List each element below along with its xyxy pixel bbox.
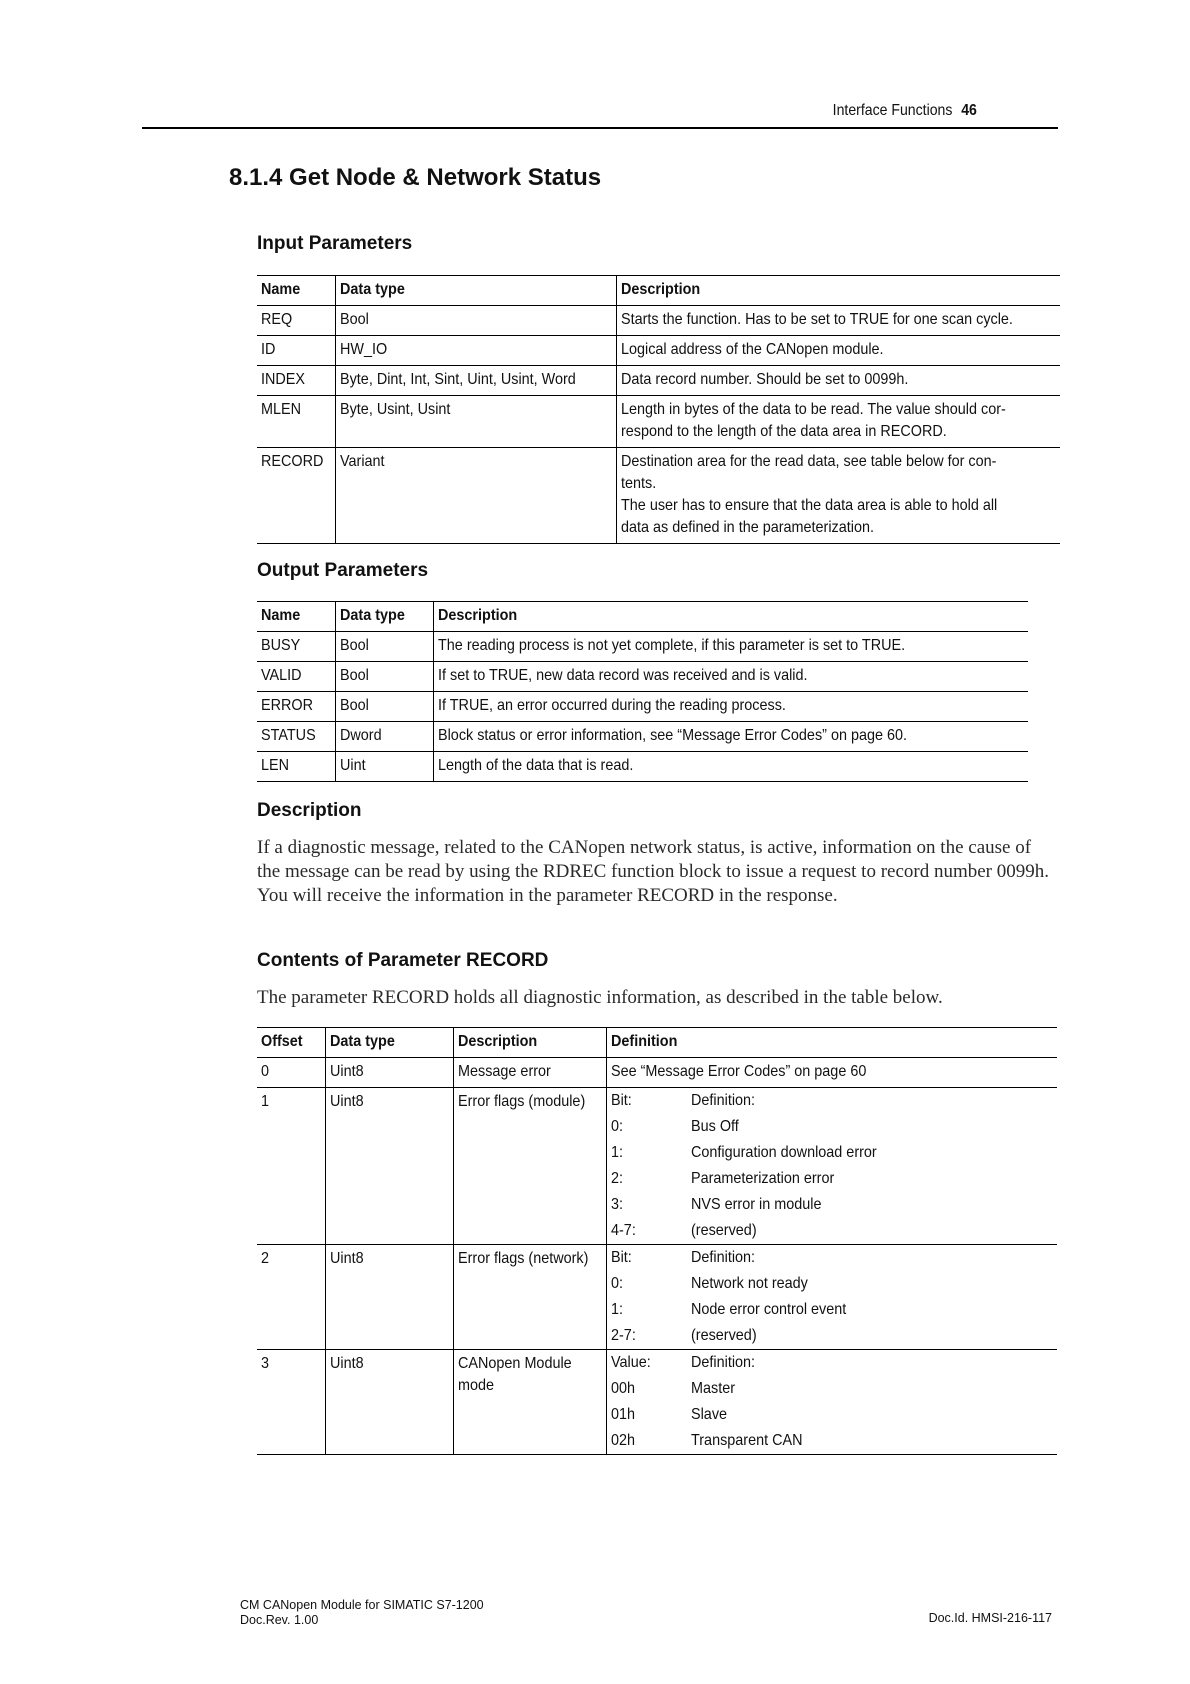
record-offset-text: 1 bbox=[261, 1093, 270, 1110]
record-desc-line bbox=[458, 1375, 603, 1397]
definition-key bbox=[607, 1428, 691, 1454]
param-desc-line bbox=[621, 495, 1056, 517]
col-header bbox=[257, 276, 335, 306]
col-header bbox=[335, 276, 616, 306]
footer-doc-rev: Doc.Rev. 1.00 bbox=[240, 1613, 319, 1627]
param-desc-line bbox=[621, 451, 1056, 473]
definition-value bbox=[691, 1140, 1057, 1166]
record-type-text: Uint8 bbox=[329, 1250, 364, 1267]
record-definition bbox=[607, 1088, 1057, 1245]
definition-value bbox=[691, 1166, 1057, 1192]
definition-value bbox=[691, 1402, 1057, 1428]
definition-key-text: 02h bbox=[611, 1432, 636, 1449]
param-type bbox=[335, 632, 433, 662]
param-desc-text: Data record number. Should be set to 0099h. bbox=[620, 371, 908, 388]
param-name bbox=[257, 448, 335, 544]
col-header-text: Data type bbox=[339, 281, 405, 298]
definition-value-text: (reserved) bbox=[691, 1222, 758, 1239]
record-desc-line bbox=[458, 1061, 603, 1083]
record-type bbox=[325, 1350, 453, 1455]
param-name bbox=[257, 396, 335, 448]
definition-entry bbox=[607, 1297, 1057, 1323]
param-type-text: Variant bbox=[339, 453, 385, 470]
definition-key bbox=[607, 1218, 691, 1244]
output-parameters-table bbox=[257, 601, 1028, 782]
record-offset-text: 2 bbox=[261, 1250, 270, 1267]
param-name-text: VALID bbox=[261, 667, 302, 684]
record-type-text: Uint8 bbox=[329, 1355, 364, 1372]
param-type bbox=[335, 722, 433, 752]
table-header-row bbox=[257, 1028, 1057, 1058]
param-type-text: Bool bbox=[339, 311, 369, 328]
col-header bbox=[325, 1028, 453, 1058]
param-desc-line bbox=[621, 421, 1056, 443]
param-name-text: STATUS bbox=[261, 727, 316, 744]
param-desc bbox=[616, 336, 1060, 366]
table-row bbox=[257, 1058, 1057, 1088]
param-name-text: ERROR bbox=[261, 697, 314, 714]
header-section: Interface Functions bbox=[832, 102, 953, 119]
definition-value bbox=[691, 1428, 1057, 1454]
table-header-row bbox=[257, 602, 1028, 632]
definition-key-text: 4-7: bbox=[611, 1222, 637, 1239]
record-offset bbox=[257, 1350, 325, 1455]
definition-key bbox=[607, 1114, 691, 1140]
record-offset-text: 0 bbox=[261, 1063, 270, 1080]
definition-key bbox=[607, 1088, 691, 1114]
definition-key bbox=[607, 1140, 691, 1166]
definition-key-text: 01h bbox=[611, 1406, 636, 1423]
table-row bbox=[257, 1350, 1057, 1455]
definition-value bbox=[691, 1376, 1057, 1402]
param-name bbox=[257, 692, 335, 722]
param-name bbox=[257, 366, 335, 396]
param-type bbox=[335, 306, 616, 336]
table-row bbox=[257, 448, 1060, 544]
definition-value bbox=[691, 1271, 1057, 1297]
param-desc-text: If set to TRUE, new data record was received and is valid. bbox=[437, 667, 808, 684]
record-type bbox=[325, 1245, 453, 1350]
param-name-text: MLEN bbox=[261, 401, 302, 418]
description-heading: Description bbox=[257, 800, 362, 821]
definition-entry bbox=[607, 1376, 1057, 1402]
col-header bbox=[607, 1028, 1057, 1058]
param-desc-line bbox=[621, 473, 1056, 495]
record-desc bbox=[453, 1088, 607, 1245]
table-row bbox=[257, 306, 1060, 336]
input-parameters-table bbox=[257, 275, 1060, 544]
param-name bbox=[257, 662, 335, 692]
section-title: 8.1.4 Get Node & Network Status bbox=[229, 164, 602, 191]
description-line: You will receive the information in the parameter RECORD in the response. bbox=[257, 885, 838, 906]
col-header-text: Name bbox=[261, 607, 301, 624]
param-type bbox=[335, 448, 616, 544]
definition-value-text: Slave bbox=[691, 1406, 728, 1423]
definition-entry bbox=[607, 1166, 1057, 1192]
param-desc bbox=[433, 662, 1028, 692]
record-desc-text: Error flags (module) bbox=[457, 1093, 585, 1110]
definition-key bbox=[607, 1402, 691, 1428]
record-contents-table bbox=[257, 1027, 1057, 1455]
definition-key-text: Bit: bbox=[611, 1092, 633, 1109]
col-header bbox=[335, 602, 433, 632]
col-header-text: Definition bbox=[611, 1033, 678, 1050]
definition-entry bbox=[607, 1088, 1057, 1114]
param-desc bbox=[433, 752, 1028, 782]
record-desc-text: Error flags (network) bbox=[457, 1250, 588, 1267]
running-header bbox=[833, 102, 977, 120]
definition-key-text: Bit: bbox=[611, 1249, 633, 1266]
param-name bbox=[257, 722, 335, 752]
param-type bbox=[335, 752, 433, 782]
record-type-text: Uint8 bbox=[329, 1093, 364, 1110]
definition-key-text: 0: bbox=[611, 1118, 624, 1135]
param-desc-text: Logical address of the CANopen module. bbox=[620, 341, 884, 358]
record-desc bbox=[453, 1058, 607, 1088]
definition-key bbox=[607, 1297, 691, 1323]
definition-entry bbox=[607, 1402, 1057, 1428]
table-row bbox=[257, 396, 1060, 448]
param-desc-text: The reading process is not yet complete, if this parameter is set to TRUE. bbox=[437, 637, 905, 654]
table-row bbox=[257, 366, 1060, 396]
definition-value bbox=[691, 1192, 1057, 1218]
param-type-text: Uint bbox=[339, 757, 366, 774]
record-desc-line bbox=[458, 1091, 603, 1113]
param-name-text: BUSY bbox=[261, 637, 301, 654]
record-offset bbox=[257, 1088, 325, 1245]
param-name bbox=[257, 306, 335, 336]
param-desc bbox=[433, 632, 1028, 662]
record-offset-text: 3 bbox=[261, 1355, 270, 1372]
table-row bbox=[257, 1245, 1057, 1350]
record-desc-line bbox=[458, 1248, 603, 1270]
definition-value bbox=[691, 1323, 1057, 1349]
definition-value-text: Parameterization error bbox=[691, 1170, 835, 1187]
table-row bbox=[257, 692, 1028, 722]
param-desc-text: Length of the data that is read. bbox=[437, 757, 633, 774]
param-type bbox=[335, 396, 616, 448]
definition-value-text: Configuration download error bbox=[691, 1144, 878, 1161]
definition-key-text: Value: bbox=[611, 1354, 652, 1371]
record-definition bbox=[607, 1245, 1057, 1350]
param-name bbox=[257, 336, 335, 366]
param-name-text: ID bbox=[261, 341, 276, 358]
param-desc-text: If TRUE, an error occurred during the reading process. bbox=[437, 697, 786, 714]
col-header bbox=[616, 276, 1060, 306]
definition-value-text: Definition: bbox=[691, 1249, 756, 1266]
record-desc bbox=[453, 1245, 607, 1350]
definition-key bbox=[607, 1192, 691, 1218]
col-header bbox=[257, 1028, 325, 1058]
definition-value-text: Master bbox=[691, 1380, 736, 1397]
record-desc-line bbox=[458, 1353, 603, 1375]
definition-key-text: 0: bbox=[611, 1275, 624, 1292]
col-header-text: Description bbox=[620, 281, 700, 298]
definition-key bbox=[607, 1376, 691, 1402]
param-name-text: REQ bbox=[261, 311, 293, 328]
definition-value bbox=[691, 1088, 1057, 1114]
param-type bbox=[335, 366, 616, 396]
definition-value-text: Definition: bbox=[691, 1092, 756, 1109]
record-definition-text: See “Message Error Codes” on page 60 bbox=[611, 1063, 867, 1080]
definition-entry bbox=[607, 1428, 1057, 1454]
table-row bbox=[257, 752, 1028, 782]
table-row bbox=[257, 1088, 1057, 1245]
param-desc-text: respond to the length of the data area in RECORD. bbox=[620, 423, 947, 440]
definition-value bbox=[691, 1297, 1057, 1323]
definition-entry bbox=[607, 1245, 1057, 1271]
definition-value-text: Transparent CAN bbox=[691, 1432, 803, 1449]
param-name bbox=[257, 632, 335, 662]
input-parameters-heading: Input Parameters bbox=[257, 233, 413, 254]
param-desc-text: data as defined in the parameterization. bbox=[620, 519, 874, 536]
param-type-text: Bool bbox=[339, 697, 369, 714]
param-desc-text: Destination area for the read data, see table below for con- bbox=[620, 453, 996, 470]
definition-entry bbox=[607, 1323, 1057, 1349]
record-type bbox=[325, 1058, 453, 1088]
output-parameters-heading: Output Parameters bbox=[257, 560, 429, 581]
param-desc-text: Length in bytes of the data to be read. The value should cor- bbox=[620, 401, 1006, 418]
definition-value-text: (reserved) bbox=[691, 1327, 758, 1344]
param-desc bbox=[616, 306, 1060, 336]
param-name-text: LEN bbox=[261, 757, 290, 774]
param-name-text: INDEX bbox=[261, 371, 306, 388]
param-desc bbox=[433, 692, 1028, 722]
definition-value bbox=[691, 1114, 1057, 1140]
table-row bbox=[257, 632, 1028, 662]
param-desc bbox=[616, 396, 1060, 448]
param-desc-line bbox=[621, 517, 1056, 539]
definition-key-text: 2: bbox=[611, 1170, 624, 1187]
param-type-text: Byte, Usint, Usint bbox=[339, 401, 451, 418]
record-contents-heading: Contents of Parameter RECORD bbox=[257, 950, 549, 971]
param-type bbox=[335, 336, 616, 366]
definition-key-text: 1: bbox=[611, 1301, 624, 1318]
param-name bbox=[257, 752, 335, 782]
definition-key bbox=[607, 1350, 691, 1376]
definition-value-text: Definition: bbox=[691, 1354, 756, 1371]
col-header bbox=[257, 602, 335, 632]
record-offset bbox=[257, 1058, 325, 1088]
definition-key bbox=[607, 1166, 691, 1192]
definition-key bbox=[607, 1323, 691, 1349]
param-type-text: Bool bbox=[339, 667, 369, 684]
description-line: If a diagnostic message, related to the CANopen network status, is active, information on the cause of bbox=[257, 837, 1032, 858]
col-header-text: Offset bbox=[261, 1033, 303, 1050]
col-header-text: Data type bbox=[339, 607, 405, 624]
record-desc-text: Message error bbox=[457, 1063, 551, 1080]
col-header bbox=[433, 602, 1028, 632]
record-contents-intro: The parameter RECORD holds all diagnostic information, as described in the table below. bbox=[257, 987, 943, 1008]
table-row bbox=[257, 722, 1028, 752]
param-desc-line bbox=[621, 309, 1056, 331]
param-desc-line bbox=[621, 369, 1056, 391]
param-type-text: HW_IO bbox=[339, 341, 388, 358]
table-header-row bbox=[257, 276, 1060, 306]
param-type bbox=[335, 662, 433, 692]
record-offset bbox=[257, 1245, 325, 1350]
definition-key bbox=[607, 1271, 691, 1297]
definition-value bbox=[691, 1245, 1057, 1271]
param-desc-text: The user has to ensure that the data area is able to hold all bbox=[620, 497, 997, 514]
definition-entry bbox=[607, 1350, 1057, 1376]
definition-key-text: 1: bbox=[611, 1144, 624, 1161]
record-definition bbox=[607, 1350, 1057, 1455]
param-desc bbox=[616, 366, 1060, 396]
col-header-text: Data type bbox=[329, 1033, 395, 1050]
definition-key bbox=[607, 1245, 691, 1271]
definition-value bbox=[691, 1350, 1057, 1376]
col-header-text: Name bbox=[261, 281, 301, 298]
param-desc bbox=[433, 722, 1028, 752]
definition-entry bbox=[607, 1271, 1057, 1297]
footer-doc-title: CM CANopen Module for SIMATIC S7-1200 bbox=[240, 1598, 484, 1612]
record-definition bbox=[607, 1058, 1057, 1088]
param-desc-text: tents. bbox=[620, 475, 656, 492]
page-number: 46 bbox=[961, 102, 977, 119]
col-header-text: Description bbox=[457, 1033, 537, 1050]
description-paragraph bbox=[257, 836, 1049, 908]
col-header-text: Description bbox=[437, 607, 517, 624]
record-desc-text: mode bbox=[457, 1377, 494, 1394]
definition-entry bbox=[607, 1140, 1057, 1166]
definition-entry bbox=[607, 1114, 1057, 1140]
footer-doc-id: Doc.Id. HMSI-216-117 bbox=[928, 1611, 1052, 1625]
param-type bbox=[335, 692, 433, 722]
record-desc-text: CANopen Module bbox=[457, 1355, 572, 1372]
param-desc-line bbox=[621, 339, 1056, 361]
definition-key-text: 2-7: bbox=[611, 1327, 637, 1344]
definition-key-text: 00h bbox=[611, 1380, 636, 1397]
definition-entry bbox=[607, 1192, 1057, 1218]
definition-value-text: NVS error in module bbox=[691, 1196, 822, 1213]
param-type-text: Dword bbox=[339, 727, 382, 744]
definition-entry bbox=[607, 1218, 1057, 1244]
definition-value-text: Node error control event bbox=[691, 1301, 847, 1318]
param-desc bbox=[616, 448, 1060, 544]
param-type-text: Bool bbox=[339, 637, 369, 654]
param-desc-text: Block status or error information, see “Message Error Codes” on page 60. bbox=[437, 727, 907, 744]
table-row bbox=[257, 662, 1028, 692]
description-line: the message can be read by using the RDREC function block to issue a request to record number 0099h. bbox=[257, 861, 1049, 882]
record-type-text: Uint8 bbox=[329, 1063, 364, 1080]
col-header bbox=[453, 1028, 607, 1058]
definition-value-text: Bus Off bbox=[691, 1118, 740, 1135]
definition-value bbox=[691, 1218, 1057, 1244]
param-desc-text: Starts the function. Has to be set to TRUE for one scan cycle. bbox=[620, 311, 1013, 328]
header-rule bbox=[142, 127, 1058, 129]
param-desc-line bbox=[621, 399, 1056, 421]
definition-value-text: Network not ready bbox=[691, 1275, 809, 1292]
record-desc bbox=[453, 1350, 607, 1455]
record-type bbox=[325, 1088, 453, 1245]
param-type-text: Byte, Dint, Int, Sint, Uint, Usint, Word bbox=[339, 371, 576, 388]
definition-key-text: 3: bbox=[611, 1196, 624, 1213]
table-row bbox=[257, 336, 1060, 366]
param-name-text: RECORD bbox=[261, 453, 324, 470]
footer-doc-info bbox=[240, 1598, 484, 1628]
